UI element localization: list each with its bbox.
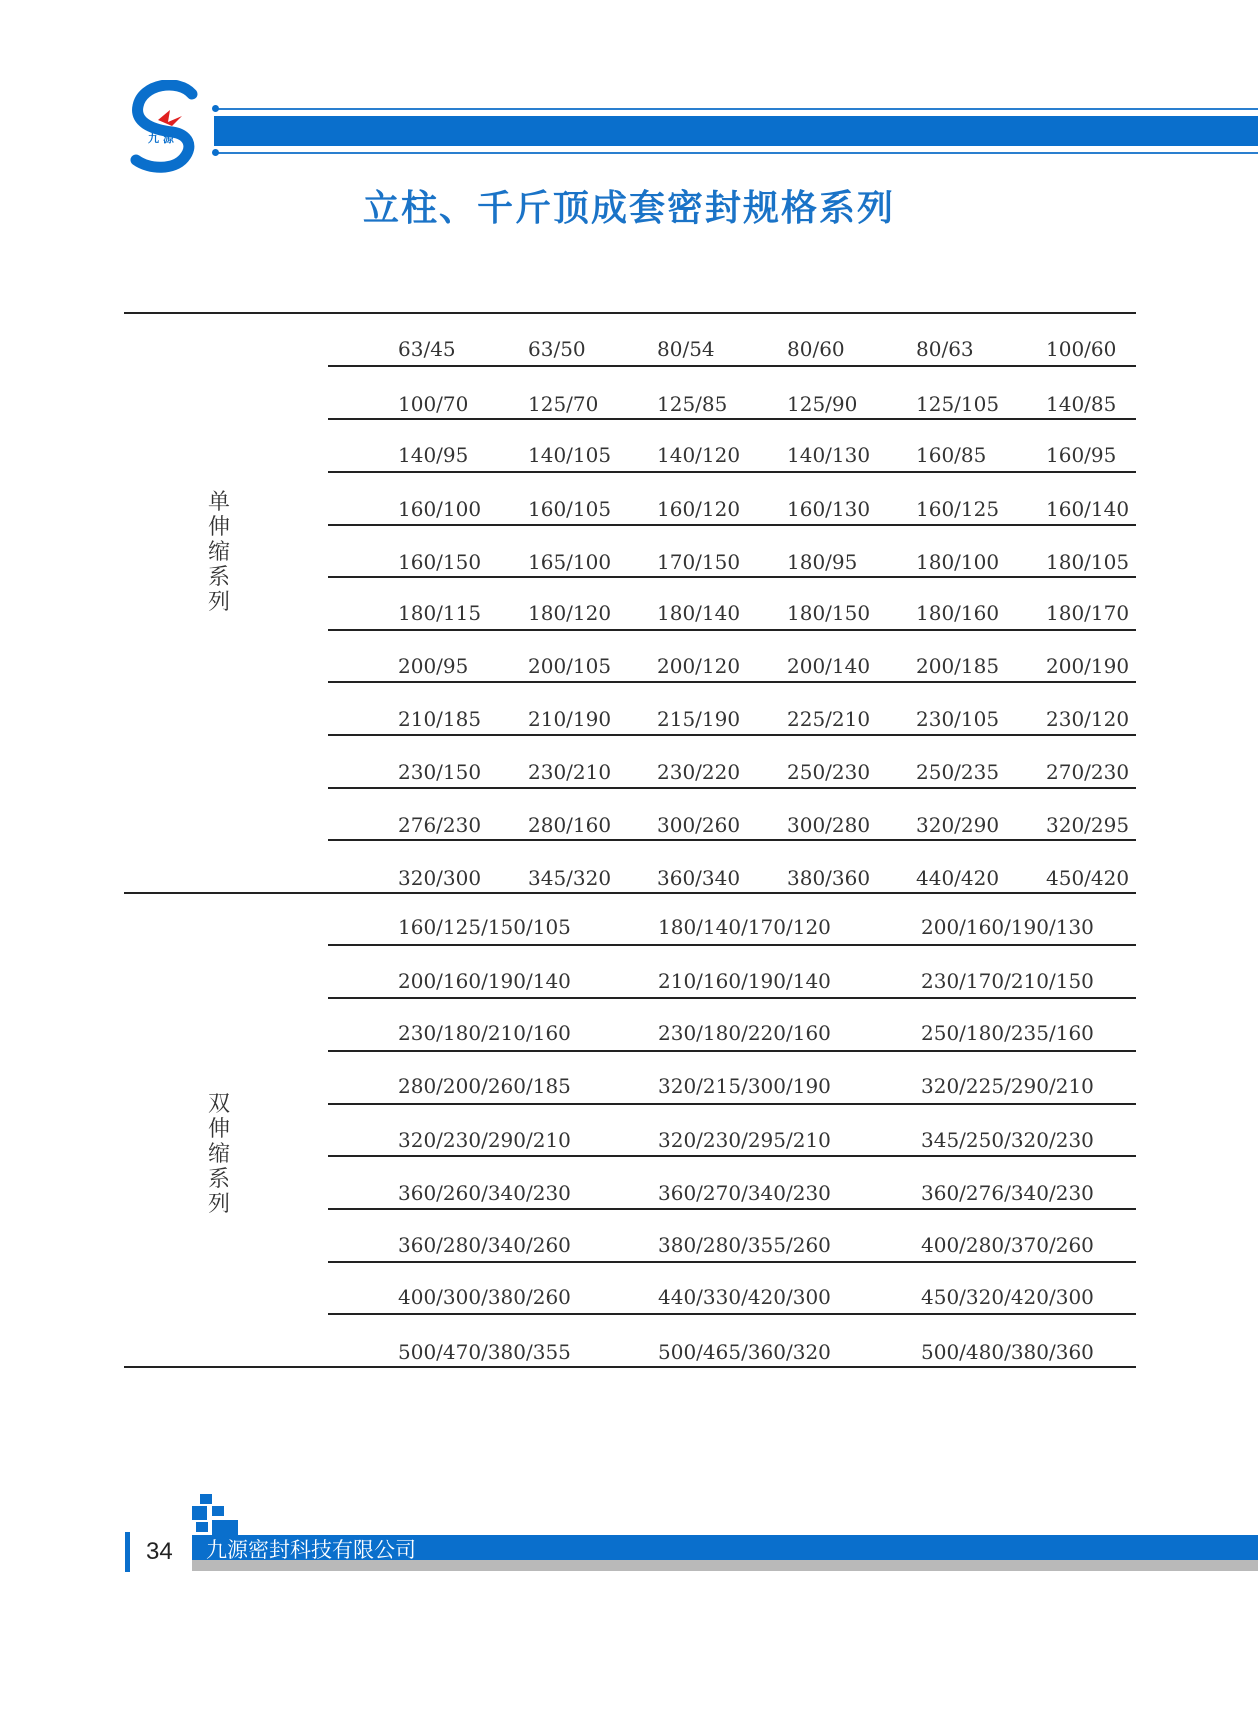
row-divider <box>328 1313 1136 1315</box>
spec-cell: 400/300/380/260 <box>398 1285 571 1309</box>
table-bottom-rule <box>124 1366 1136 1368</box>
row-divider <box>328 418 1136 420</box>
spec-cell: 250/230 <box>787 760 871 784</box>
double-series-label <box>199 1092 239 1217</box>
spec-cell: 160/100 <box>398 497 482 521</box>
label-char: 系 <box>207 565 230 590</box>
spec-cell: 360/340 <box>657 866 741 890</box>
spec-cell: 180/150 <box>787 601 871 625</box>
page-title: 立柱、千斤顶成套密封规格系列 <box>362 188 895 229</box>
row-divider <box>328 734 1136 736</box>
spec-cell: 180/115 <box>398 601 482 625</box>
spec-cell: 276/230 <box>398 813 482 837</box>
spec-cell: 180/95 <box>787 550 858 574</box>
spec-cell: 160/105 <box>528 497 612 521</box>
spec-cell: 200/160/190/140 <box>398 969 571 993</box>
spec-cell: 320/225/290/210 <box>921 1074 1094 1098</box>
spec-cell: 320/290 <box>916 813 1000 837</box>
spec-cell: 400/280/370/260 <box>921 1233 1094 1257</box>
spec-cell: 280/200/260/185 <box>398 1074 571 1098</box>
spec-cell: 230/180/220/160 <box>658 1021 831 1045</box>
spec-cell: 100/70 <box>398 392 469 416</box>
spec-cell: 160/140 <box>1046 497 1130 521</box>
spec-cell: 200/95 <box>398 654 469 678</box>
spec-cell: 180/140 <box>657 601 741 625</box>
page-number: 34 <box>146 1538 173 1565</box>
spec-cell: 125/70 <box>528 392 599 416</box>
header-dot <box>212 149 219 156</box>
spec-cell: 380/360 <box>787 866 871 890</box>
row-divider <box>328 365 1136 367</box>
spec-cell: 450/320/420/300 <box>921 1285 1094 1309</box>
spec-cell: 180/170 <box>1046 601 1130 625</box>
footer-deco-square <box>196 1522 208 1532</box>
spec-cell: 160/150 <box>398 550 482 574</box>
spec-cell: 63/50 <box>528 337 586 361</box>
table-top-rule <box>124 312 1136 314</box>
row-divider <box>328 1050 1136 1052</box>
spec-cell: 200/105 <box>528 654 612 678</box>
spec-cell: 160/85 <box>916 443 987 467</box>
label-char: 系 <box>207 1167 230 1192</box>
spec-cell: 345/250/320/230 <box>921 1128 1094 1152</box>
spec-cell: 140/95 <box>398 443 469 467</box>
spec-cell: 320/215/300/190 <box>658 1074 831 1098</box>
spec-cell: 230/180/210/160 <box>398 1021 571 1045</box>
spec-cell: 270/230 <box>1046 760 1130 784</box>
spec-cell: 140/85 <box>1046 392 1117 416</box>
label-char: 列 <box>207 590 230 615</box>
spec-cell: 160/120 <box>657 497 741 521</box>
spec-cell: 100/60 <box>1046 337 1117 361</box>
footer-deco-square <box>212 1506 224 1516</box>
spec-cell: 360/280/340/260 <box>398 1233 571 1257</box>
spec-cell: 450/420 <box>1046 866 1130 890</box>
label-char: 列 <box>207 1192 230 1217</box>
footer-deco-square <box>212 1520 238 1535</box>
spec-cell: 500/465/360/320 <box>658 1340 831 1364</box>
spec-cell: 215/190 <box>657 707 741 731</box>
page-number-bar <box>125 1532 130 1572</box>
row-divider <box>328 997 1136 999</box>
spec-cell: 230/105 <box>916 707 1000 731</box>
row-divider <box>328 629 1136 631</box>
spec-cell: 140/105 <box>528 443 612 467</box>
spec-cell: 380/280/355/260 <box>658 1233 831 1257</box>
row-divider <box>328 576 1136 578</box>
spec-cell: 440/330/420/300 <box>658 1285 831 1309</box>
spec-cell: 320/295 <box>1046 813 1130 837</box>
label-char: 单 <box>207 490 230 515</box>
spec-cell: 125/90 <box>787 392 858 416</box>
spec-cell: 230/170/210/150 <box>921 969 1094 993</box>
label-char: 伸 <box>207 1117 230 1142</box>
row-divider <box>328 524 1136 526</box>
spec-cell: 210/190 <box>528 707 612 731</box>
spec-cell: 160/125/150/105 <box>398 915 571 939</box>
spec-cell: 210/185 <box>398 707 482 731</box>
spec-cell: 160/130 <box>787 497 871 521</box>
spec-cell: 230/210 <box>528 760 612 784</box>
spec-cell: 180/120 <box>528 601 612 625</box>
row-divider <box>328 1261 1136 1263</box>
row-divider <box>328 1155 1136 1157</box>
spec-cell: 500/470/380/355 <box>398 1340 571 1364</box>
footer-deco-square <box>200 1494 212 1504</box>
spec-cell: 500/480/380/360 <box>921 1340 1094 1364</box>
spec-cell: 440/420 <box>916 866 1000 890</box>
svg-text:九 源: 九 源 <box>148 132 174 145</box>
header-dot <box>212 105 219 112</box>
label-char: 双 <box>207 1092 230 1117</box>
header-line-top <box>214 108 1258 110</box>
spec-cell: 250/180/235/160 <box>921 1021 1094 1045</box>
spec-cell: 160/95 <box>1046 443 1117 467</box>
header-bar <box>214 116 1258 146</box>
spec-cell: 300/260 <box>657 813 741 837</box>
row-divider <box>328 839 1136 841</box>
spec-cell: 80/63 <box>916 337 974 361</box>
spec-cell: 165/100 <box>528 550 612 574</box>
header-line-bottom <box>214 152 1258 154</box>
spec-cell: 200/120 <box>657 654 741 678</box>
spec-cell: 345/320 <box>528 866 612 890</box>
spec-cell: 180/100 <box>916 550 1000 574</box>
single-series-label <box>199 490 239 615</box>
spec-cell: 160/125 <box>916 497 1000 521</box>
label-char: 伸 <box>207 515 230 540</box>
spec-cell: 225/210 <box>787 707 871 731</box>
section-divider <box>124 892 1136 894</box>
spec-cell: 250/235 <box>916 760 1000 784</box>
row-divider <box>328 471 1136 473</box>
spec-cell: 230/220 <box>657 760 741 784</box>
company-logo <box>128 80 206 176</box>
row-divider <box>328 787 1136 789</box>
spec-cell: 180/140/170/120 <box>658 915 831 939</box>
spec-cell: 140/130 <box>787 443 871 467</box>
spec-cell: 280/160 <box>528 813 612 837</box>
spec-cell: 63/45 <box>398 337 456 361</box>
spec-cell: 320/300 <box>398 866 482 890</box>
footer-company-name: 九源密封科技有限公司 <box>206 1538 416 1562</box>
spec-cell: 80/54 <box>657 337 715 361</box>
spec-cell: 300/280 <box>787 813 871 837</box>
spec-cell: 180/160 <box>916 601 1000 625</box>
spec-cell: 320/230/295/210 <box>658 1128 831 1152</box>
spec-cell: 200/140 <box>787 654 871 678</box>
row-divider <box>328 944 1136 946</box>
footer-deco-square <box>192 1506 207 1520</box>
spec-cell: 80/60 <box>787 337 845 361</box>
spec-cell: 200/190 <box>1046 654 1130 678</box>
row-divider <box>328 681 1136 683</box>
label-char: 缩 <box>207 540 230 565</box>
spec-cell: 230/120 <box>1046 707 1130 731</box>
spec-cell: 360/270/340/230 <box>658 1181 831 1205</box>
spec-cell: 360/276/340/230 <box>921 1181 1094 1205</box>
spec-cell: 200/160/190/130 <box>921 915 1094 939</box>
spec-cell: 180/105 <box>1046 550 1130 574</box>
spec-cell: 140/120 <box>657 443 741 467</box>
spec-cell: 230/150 <box>398 760 482 784</box>
spec-cell: 200/185 <box>916 654 1000 678</box>
spec-cell: 170/150 <box>657 550 741 574</box>
spec-cell: 125/105 <box>916 392 1000 416</box>
row-divider <box>328 1103 1136 1105</box>
spec-cell: 320/230/290/210 <box>398 1128 571 1152</box>
spec-cell: 125/85 <box>657 392 728 416</box>
label-char: 缩 <box>207 1142 230 1167</box>
spec-cell: 360/260/340/230 <box>398 1181 571 1205</box>
spec-cell: 210/160/190/140 <box>658 969 831 993</box>
row-divider <box>328 1208 1136 1210</box>
